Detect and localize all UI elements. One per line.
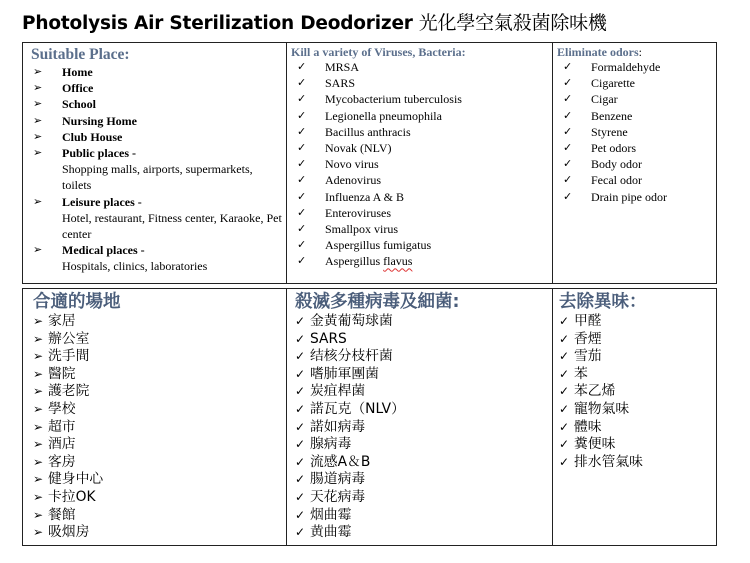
check-icon: ✓ — [295, 437, 306, 452]
zh-place-item — [33, 383, 282, 401]
check-icon: ✓ — [295, 507, 306, 522]
odor-item-label: Benzene — [591, 108, 633, 123]
arrow-bullet-icon: ➢ — [33, 130, 43, 143]
virus-item-label-underlined: flavus — [383, 254, 413, 269]
zh-place-item — [33, 436, 282, 454]
zh-odor-item-label: 排水管氣味 — [574, 453, 643, 470]
odor-item — [557, 124, 712, 140]
odor-item — [557, 172, 712, 188]
check-icon: ✓ — [297, 239, 307, 252]
arrow-bullet-icon: ➢ — [33, 419, 44, 434]
zh-virus-item — [295, 331, 548, 349]
arrow-bullet-icon: ➢ — [33, 82, 43, 95]
odors-heading — [557, 45, 712, 59]
arrow-bullet-icon: ➢ — [33, 472, 44, 487]
virus-item-label: Smallpox virus — [325, 222, 399, 237]
zh-odors-list — [559, 313, 712, 471]
check-icon: ✓ — [295, 384, 306, 399]
zh-virus-item-label: 腺病毒 — [310, 436, 352, 453]
check-icon: ✓ — [563, 125, 573, 138]
zh-virus-item — [295, 419, 548, 437]
odor-item — [557, 91, 712, 107]
check-icon: ✓ — [297, 77, 307, 90]
place-item-detail: Hospitals, clinics, laboratories — [62, 259, 208, 274]
zh-place-item-label: 餐館 — [48, 506, 76, 523]
zh-place-item — [33, 454, 282, 472]
zh-virus-item — [295, 524, 548, 542]
odor-item-label: Pet odors — [591, 141, 636, 156]
place-item — [31, 242, 282, 274]
place-item-label: Home — [62, 65, 93, 79]
zh-odor-item — [559, 348, 712, 366]
odor-item-label: Body odor — [591, 157, 642, 172]
zh-place-item — [33, 348, 282, 366]
check-icon: ✓ — [295, 314, 306, 328]
check-icon: ✓ — [297, 206, 307, 219]
check-icon: ✓ — [295, 454, 306, 469]
check-icon: ✓ — [297, 174, 307, 187]
check-icon: ✓ — [297, 93, 307, 106]
zh-virus-item — [295, 401, 548, 419]
zh-odor-item-label: 甲醛 — [574, 313, 602, 329]
check-icon: ✓ — [563, 77, 573, 90]
zh-virus-item-label: 黄曲霉 — [310, 524, 352, 541]
zh-odors-heading: 去除異味： — [559, 292, 647, 312]
zh-virus-item — [295, 383, 548, 401]
odors-list — [557, 59, 712, 205]
virus-item-label — [325, 253, 548, 269]
virus-item — [291, 140, 548, 156]
zh-viruses-heading: 殺滅多種病毒及細菌: — [295, 292, 460, 312]
odor-item — [557, 189, 712, 205]
odor-item — [557, 156, 712, 172]
virus-item-label: SARS — [325, 76, 356, 91]
odor-item — [557, 59, 712, 75]
virus-item — [291, 221, 548, 237]
odor-item-label: Formaldehyde — [591, 60, 661, 74]
title-chinese: 光化學空氣殺菌除味機 — [418, 12, 607, 34]
check-icon: ✓ — [295, 401, 306, 416]
virus-item — [291, 59, 548, 75]
zh-place-item — [33, 524, 282, 542]
zh-virus-item — [295, 454, 548, 472]
place-item — [31, 129, 282, 145]
zh-virus-item-label: 流感A＆B — [310, 453, 371, 470]
check-icon: ✓ — [563, 190, 573, 203]
zh-odor-item-label: 香煙 — [574, 330, 602, 347]
arrow-bullet-icon: ➢ — [33, 437, 44, 452]
check-icon: ✓ — [563, 158, 573, 171]
odor-item — [557, 75, 712, 91]
virus-item-label: Legionella pneumophila — [325, 108, 442, 123]
arrow-bullet-icon: ➢ — [33, 244, 43, 257]
check-icon: ✓ — [563, 61, 573, 73]
arrow-bullet-icon: ➢ — [33, 349, 44, 364]
suitable-place-heading: Suitable Place: — [31, 46, 130, 63]
check-icon: ✓ — [295, 489, 306, 504]
virus-item-label: MRSA — [325, 60, 360, 74]
virus-item — [291, 253, 548, 269]
check-icon: ✓ — [559, 331, 570, 346]
virus-item — [291, 172, 548, 188]
zh-place-item-label: 醫院 — [48, 365, 76, 382]
arrow-bullet-icon: ➢ — [33, 454, 44, 469]
arrow-bullet-icon: ➢ — [33, 489, 44, 504]
title-english: Photolysis Air Sterilization Deodorizer — [22, 13, 413, 34]
zh-virus-item-label: 諾如病毒 — [310, 418, 366, 435]
zh-place-item — [33, 507, 282, 525]
viruses-cell — [287, 43, 553, 284]
odors-heading-colon: : — [638, 45, 643, 59]
zh-virus-item-label: 烟曲霉 — [310, 506, 352, 523]
check-icon: ✓ — [559, 401, 570, 416]
viruses-heading: Kill a variety of Viruses, Bacteria: — [291, 45, 466, 59]
zh-place-item-label: 護老院 — [48, 383, 90, 400]
place-item-detail: Hotel, restaurant, Fitness center, Karaoke, Pet center — [62, 210, 282, 242]
virus-item-label: Enteroviruses — [325, 205, 391, 220]
zh-odor-item — [559, 419, 712, 437]
zh-odor-item-label: 苯 — [574, 365, 588, 382]
check-icon: ✓ — [297, 255, 307, 268]
place-item-label: Public places - — [62, 146, 136, 161]
arrow-bullet-icon: ➢ — [33, 366, 44, 381]
check-icon: ✓ — [297, 190, 307, 203]
place-item-label: Leisure places - — [62, 194, 142, 209]
zh-places-heading: 合適的場地 — [33, 292, 121, 312]
odor-item — [557, 140, 712, 156]
zh-place-item-label: 客房 — [48, 453, 76, 470]
place-item-label: Nursing Home — [62, 113, 137, 128]
check-icon: ✓ — [295, 472, 306, 487]
odor-item-label: Cigar — [591, 92, 618, 107]
odor-item-label: Drain pipe odor — [591, 189, 667, 204]
zh-place-item — [33, 471, 282, 489]
arrow-bullet-icon: ➢ — [33, 66, 43, 78]
check-icon: ✓ — [563, 174, 573, 187]
arrow-bullet-icon: ➢ — [33, 525, 44, 540]
zh-odor-item-label: 雪茄 — [574, 348, 602, 365]
place-item-label: School — [62, 97, 97, 112]
virus-item — [291, 189, 548, 205]
zh-virus-item — [295, 471, 548, 489]
arrow-bullet-icon: ➢ — [33, 98, 43, 111]
zh-place-item-label: 洗手間 — [48, 348, 90, 365]
virus-item — [291, 124, 548, 140]
virus-item-label: Adenovirus — [325, 173, 381, 188]
zh-place-item — [33, 419, 282, 437]
zh-place-item-label: 卡拉OK — [48, 488, 96, 505]
zh-virus-item-label: 结核分枝杆菌 — [310, 348, 393, 365]
arrow-bullet-icon: ➢ — [33, 195, 43, 208]
zh-odors-cell — [553, 289, 717, 546]
zh-place-item-label: 學校 — [48, 400, 76, 417]
place-item — [31, 145, 282, 194]
virus-item — [291, 156, 548, 172]
virus-item — [291, 237, 548, 253]
arrow-bullet-icon: ➢ — [33, 507, 44, 522]
english-info-table — [22, 42, 717, 284]
check-icon: ✓ — [297, 142, 307, 155]
zh-virus-item — [295, 348, 548, 366]
odors-heading-text: Eliminate odors — [557, 45, 639, 59]
virus-item-label: Aspergillus fumigatus — [325, 238, 432, 253]
odor-item-label: Cigarette — [591, 76, 635, 91]
zh-virus-item — [295, 507, 548, 525]
check-icon: ✓ — [295, 331, 306, 346]
zh-place-item — [33, 401, 282, 419]
virus-item — [291, 205, 548, 221]
zh-odor-item-label: 寵物氣味 — [574, 400, 630, 417]
arrow-bullet-icon: ➢ — [33, 314, 44, 328]
place-item — [31, 113, 282, 129]
virus-item-label-prefix: Aspergillus — [325, 254, 384, 269]
virus-item — [291, 108, 548, 124]
virus-item — [291, 75, 548, 91]
check-icon: ✓ — [297, 158, 307, 171]
zh-virus-item-label: 金黃葡萄球菌 — [310, 313, 393, 329]
place-item-detail: Shopping malls, airports, supermarkets, toilets — [62, 162, 253, 193]
place-item — [31, 64, 282, 80]
check-icon: ✓ — [295, 349, 306, 364]
check-icon: ✓ — [559, 314, 570, 328]
check-icon: ✓ — [295, 525, 306, 540]
place-item — [31, 80, 282, 96]
check-icon: ✓ — [559, 349, 570, 364]
zh-virus-item — [295, 489, 548, 507]
zh-place-item-label: 超市 — [48, 418, 76, 435]
check-icon: ✓ — [295, 419, 306, 434]
zh-virus-item — [295, 366, 548, 384]
arrow-bullet-icon: ➢ — [33, 384, 44, 399]
zh-place-item-label: 家居 — [48, 313, 76, 329]
check-icon: ✓ — [559, 437, 570, 452]
odors-cell — [553, 43, 717, 284]
zh-viruses-cell — [287, 289, 553, 546]
check-icon: ✓ — [297, 223, 307, 236]
virus-item-label: Mycobacterium tuberculosis — [325, 92, 462, 107]
zh-odor-item-label: 體味 — [574, 418, 602, 435]
check-icon: ✓ — [559, 366, 570, 381]
arrow-bullet-icon: ➢ — [33, 401, 44, 416]
zh-place-item-label: 酒店 — [48, 436, 76, 453]
place-item — [31, 194, 282, 243]
odor-item — [557, 108, 712, 124]
zh-virus-item-label: 諾瓦克（NLV） — [310, 400, 405, 417]
zh-odor-item — [559, 313, 712, 331]
check-icon: ✓ — [297, 109, 307, 122]
zh-place-item — [33, 366, 282, 384]
zh-places-cell — [23, 289, 287, 546]
zh-virus-item-label: 天花病毒 — [310, 488, 366, 505]
zh-odor-item — [559, 383, 712, 401]
zh-odor-item — [559, 436, 712, 454]
odor-item-label: Fecal odor — [591, 173, 642, 188]
zh-place-item — [33, 489, 282, 507]
zh-places-list — [33, 313, 282, 542]
suitable-place-list — [31, 64, 282, 275]
check-icon: ✓ — [559, 454, 570, 469]
check-icon: ✓ — [295, 366, 306, 381]
odor-item-label: Styrene — [591, 124, 628, 139]
zh-odor-item-label: 糞便味 — [574, 436, 616, 453]
check-icon: ✓ — [563, 142, 573, 155]
check-icon: ✓ — [297, 125, 307, 138]
check-icon: ✓ — [563, 93, 573, 106]
virus-item-label: Bacillus anthracis — [325, 124, 411, 139]
zh-place-item-label: 辦公室 — [48, 330, 90, 347]
virus-item-label: Novo virus — [325, 157, 379, 172]
virus-item-label: Influenza A & B — [325, 189, 404, 204]
place-item-label: Office — [62, 81, 94, 96]
zh-odor-item-label: 苯乙烯 — [574, 383, 616, 400]
chinese-info-table — [22, 288, 717, 546]
zh-place-item — [33, 313, 282, 331]
check-icon: ✓ — [563, 109, 573, 122]
suitable-place-cell — [23, 43, 287, 284]
zh-viruses-list — [295, 313, 548, 542]
arrow-bullet-icon: ➢ — [33, 114, 43, 127]
place-item-label: Medical places - — [62, 243, 145, 258]
check-icon: ✓ — [297, 61, 307, 73]
place-item-label: Club House — [62, 129, 123, 144]
zh-virus-item — [295, 313, 548, 331]
virus-item-label: Novak (NLV) — [325, 141, 392, 156]
zh-virus-item-label: SARS — [310, 330, 347, 347]
zh-place-item — [33, 331, 282, 349]
zh-odor-item — [559, 331, 712, 349]
check-icon: ✓ — [559, 419, 570, 434]
arrow-bullet-icon: ➢ — [33, 147, 43, 160]
zh-odor-item — [559, 401, 712, 419]
place-item — [31, 96, 282, 112]
zh-odor-item — [559, 366, 712, 384]
zh-virus-item-label: 嗜肺軍團菌 — [310, 365, 379, 382]
zh-odor-item — [559, 454, 712, 472]
page-title — [22, 8, 607, 35]
zh-place-item-label: 健身中心 — [48, 471, 104, 488]
zh-place-item-label: 吸烟房 — [48, 524, 90, 541]
check-icon: ✓ — [559, 384, 570, 399]
zh-virus-item — [295, 436, 548, 454]
zh-virus-item-label: 腸道病毒 — [310, 471, 366, 488]
virus-item — [291, 91, 548, 107]
arrow-bullet-icon: ➢ — [33, 331, 44, 346]
zh-virus-item-label: 炭疽桿菌 — [310, 383, 366, 400]
viruses-list — [291, 59, 548, 270]
